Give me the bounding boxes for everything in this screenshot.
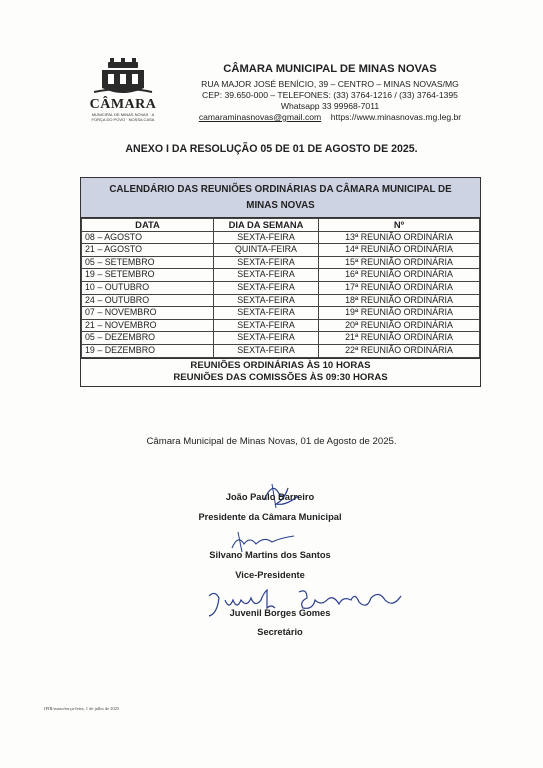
- cell-weekday: SEXTA-FEIRA: [214, 269, 319, 282]
- cell-meeting: 21ª REUNIÃO ORDINÁRIA: [319, 332, 480, 345]
- place-date-line: Câmara Municipal de Minas Novas, 01 de Agosto de 2025.: [146, 436, 397, 447]
- cell-meeting: 18ª REUNIÃO ORDINÁRIA: [319, 294, 480, 307]
- secretary-name: Juvenil Borges Gomes: [229, 608, 331, 618]
- vice-president-role: Vice-Presidente: [235, 570, 305, 580]
- cell-date: 10 – OUTUBRO: [82, 281, 214, 294]
- cep-phones-line: CEP: 39.650-000 – TELEFONES: (33) 3764-1216 / (33) 3764-1395: [202, 90, 458, 100]
- table-row: [82, 319, 480, 332]
- column-header-date: DATA: [82, 219, 214, 232]
- cell-weekday: SEXTA-FEIRA: [214, 319, 319, 332]
- table-row: [82, 256, 480, 269]
- president-name: João Paulo Barreiro: [225, 492, 315, 502]
- cell-weekday: SEXTA-FEIRA: [214, 231, 319, 244]
- cell-date: 08 – AGOSTO: [82, 231, 214, 244]
- website-link[interactable]: https://www.minasnovas.mg.leg.br: [330, 112, 462, 122]
- cell-meeting: 22ª REUNIÃO ORDINÁRIA: [319, 344, 480, 357]
- cell-weekday: SEXTA-FEIRA: [214, 281, 319, 294]
- cell-meeting: 13ª REUNIÃO ORDINÁRIA: [319, 231, 480, 244]
- president-role: Presidente da Câmara Municipal: [198, 512, 342, 522]
- calendar-table: [80, 177, 481, 387]
- secretary-role: Secretário: [257, 627, 303, 637]
- footnote: IPIR/ruazo/terça-feira, 1 de julho de 2025: [44, 706, 120, 711]
- cell-meeting: 14ª REUNIÃO ORDINÁRIA: [319, 244, 480, 257]
- cell-meeting: 20ª REUNIÃO ORDINÁRIA: [319, 319, 480, 332]
- ordinary-meeting-time: REUNIÕES ORDINÁRIAS ÀS 10 HORAS: [190, 359, 371, 371]
- table-row: [82, 294, 480, 307]
- committee-meeting-time: REUNIÕES DAS COMISSÕES ÀS 09:30 HORAS: [173, 371, 388, 383]
- cell-meeting: 19ª REUNIÃO ORDINÁRIA: [319, 307, 480, 320]
- column-header-weekday: DIA DA SEMANA: [214, 219, 319, 232]
- institution-name: CÂMARA MUNICIPAL DE MINAS NOVAS: [223, 63, 437, 75]
- cell-meeting: 16ª REUNIÃO ORDINÁRIA: [319, 269, 480, 282]
- whatsapp-line: Whatsapp 33 99968-7011: [280, 101, 380, 111]
- calendar-title: CALENDÁRIO DAS REUNIÕES ORDINÁRIAS DA CÂMARA MUNICIPAL DE MINAS NOVAS: [81, 178, 480, 218]
- cell-weekday: QUINTA-FEIRA: [214, 244, 319, 257]
- cell-date: 05 – DEZEMBRO: [82, 332, 214, 345]
- logo-subtext: MUNICIPAL DE MINAS NOVAS · A FORÇA DO POVO · NOSSA CASA: [91, 112, 155, 122]
- cell-date: 21 – NOVEMBRO: [82, 319, 214, 332]
- address-line: RUA MAJOR JOSÉ BENÍCIO, 39 – CENTRO – MINAS NOVAS/MG: [201, 79, 459, 89]
- table-row: [82, 231, 480, 244]
- cell-date: 21 – AGOSTO: [82, 244, 214, 257]
- calendar-footer: [81, 358, 480, 386]
- cell-meeting: 17ª REUNIÃO ORDINÁRIA: [319, 281, 480, 294]
- table-header-row: [82, 219, 480, 232]
- annex-title: ANEXO I DA RESOLUÇÃO 05 DE 01 DE AGOSTO DE 2025.: [125, 143, 418, 155]
- cell-date: 19 – DEZEMBRO: [82, 344, 214, 357]
- cell-weekday: SEXTA-FEIRA: [214, 307, 319, 320]
- table-row: [82, 269, 480, 282]
- cell-weekday: SEXTA-FEIRA: [214, 256, 319, 269]
- cell-weekday: SEXTA-FEIRA: [214, 332, 319, 345]
- meetings-table: [81, 218, 480, 358]
- cell-date: 19 – SETEMBRO: [82, 269, 214, 282]
- vice-president-name: Silvano Martins dos Santos: [209, 550, 331, 560]
- cell-meeting: 15ª REUNIÃO ORDINÁRIA: [319, 256, 480, 269]
- table-row: [82, 244, 480, 257]
- table-row: [82, 307, 480, 320]
- cell-date: 05 – SETEMBRO: [82, 256, 214, 269]
- column-header-number: Nº: [319, 219, 480, 232]
- cell-date: 24 – OUTUBRO: [82, 294, 214, 307]
- logo-wordmark: CÂMARA: [89, 97, 157, 112]
- table-row: [82, 344, 480, 357]
- contact-line: [180, 112, 480, 123]
- table-row: [82, 332, 480, 345]
- table-row: [82, 281, 480, 294]
- cell-weekday: SEXTA-FEIRA: [214, 344, 319, 357]
- cell-date: 07 – NOVEMBRO: [82, 307, 214, 320]
- email-link[interactable]: camaraminasnovas@gmail.com: [198, 112, 322, 122]
- cell-weekday: SEXTA-FEIRA: [214, 294, 319, 307]
